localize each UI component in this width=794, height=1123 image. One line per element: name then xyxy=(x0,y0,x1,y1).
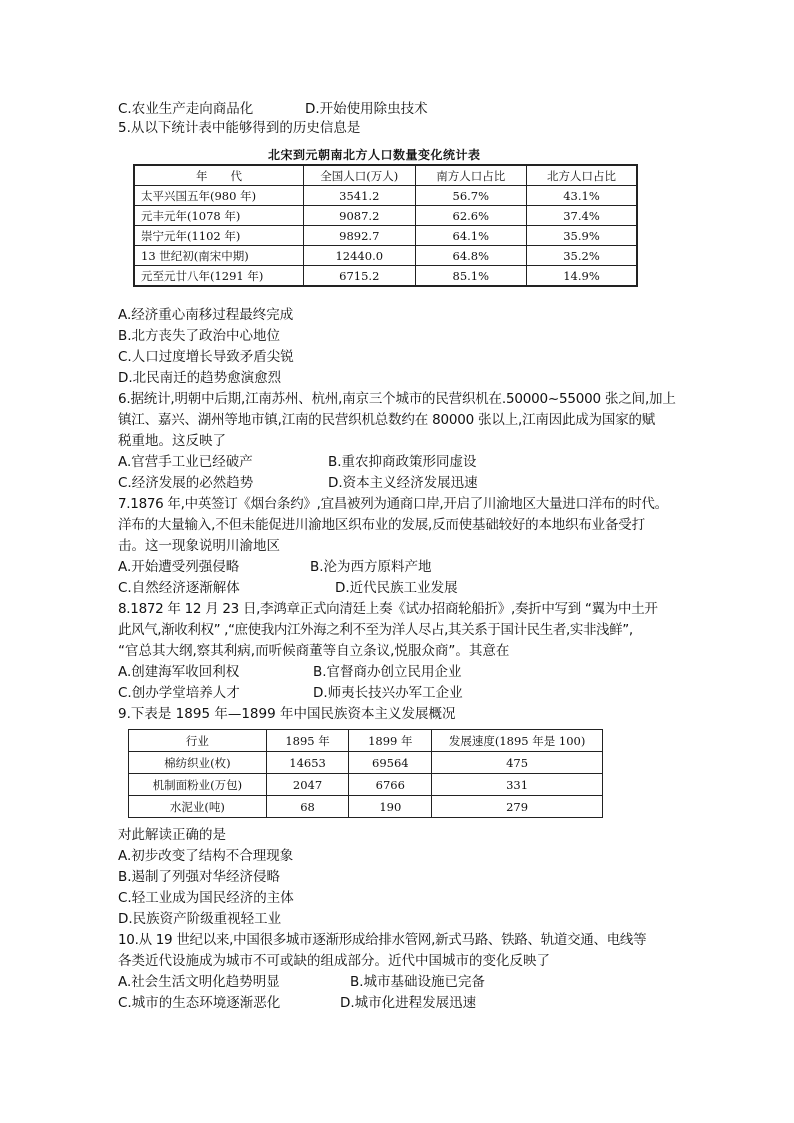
column-header: 1899 年 xyxy=(349,730,432,752)
q5-option-d: D.北民南迁的趋势愈演愈烈 xyxy=(118,370,282,386)
option-c-prev: C.农业生产走向商品化 xyxy=(118,101,254,117)
table-cell: 85.1% xyxy=(415,266,526,287)
table-cell: 3541.2 xyxy=(303,186,415,206)
column-header: 北方人口占比 xyxy=(527,165,638,186)
table-cell: 元丰元年(1078 年) xyxy=(134,206,303,226)
q6-option-d: D.资本主义经济发展迅速 xyxy=(328,475,478,491)
q9-option-a: A.初步改变了结构不合理现象 xyxy=(118,848,294,864)
table-cell: 水泥业(吨) xyxy=(129,796,267,818)
table-cell: 9892.7 xyxy=(303,226,415,246)
q9-option-c: C.轻工业成为国民经济的主体 xyxy=(118,890,294,906)
q9-industry-table xyxy=(128,729,603,818)
q7-option-c: C.自然经济逐渐解体 xyxy=(118,580,240,596)
q10-stem-line1: 10.从 19 世纪以来,中国很多城市逐渐形成给排水管网,新式马路、铁路、轨道交通、电线等 xyxy=(118,932,647,948)
column-header: 全国人口(万人) xyxy=(303,165,415,186)
table-cell: 6766 xyxy=(349,774,432,796)
table-cell: 机制面粉业(万包) xyxy=(129,774,267,796)
q6-option-b: B.重农抑商政策形同虚设 xyxy=(328,454,477,470)
table-cell: 6715.2 xyxy=(303,266,415,287)
q9-option-d: D.民族资产阶级重视轻工业 xyxy=(118,911,282,927)
table-row xyxy=(129,796,603,818)
column-header: 行业 xyxy=(129,730,267,752)
table-cell: 64.1% xyxy=(415,226,526,246)
table-cell: 太平兴国五年(980 年) xyxy=(134,186,303,206)
q6-stem-line2: 镇江、嘉兴、湖州等地市镇,江南的民营织机总数约在 80000 张以上,江南因此成为国家的赋 xyxy=(118,412,656,428)
q6-stem-line3: 税重地。这反映了 xyxy=(118,433,226,449)
q7-option-a: A.开始遭受列强侵略 xyxy=(118,559,240,575)
option-d-prev: D.开始使用除虫技术 xyxy=(305,101,428,117)
table-header-row xyxy=(134,165,637,186)
table-cell: 190 xyxy=(349,796,432,818)
q8-stem-line3: “官总其大纲,察其利病,而听候商董等自立条议,悦服众商”。其意在 xyxy=(118,643,510,659)
q8-option-c: C.创办学堂培养人才 xyxy=(118,685,240,701)
q9-prompt: 对此解读正确的是 xyxy=(118,827,226,843)
table-cell: 475 xyxy=(432,752,603,774)
q5-option-b: B.北方丧失了政治中心地位 xyxy=(118,328,281,344)
q10-stem-line2: 各类近代设施成为城市不可或缺的组成部分。近代中国城市的变化反映了 xyxy=(118,953,550,969)
q8-stem-line2: 此风气,渐收利权” ,“庶使我内江外海之利不至为洋人尽占,其关系于国计民生者,实非浅鲜”, xyxy=(118,622,633,638)
q10-option-d: D.城市化进程发展迅速 xyxy=(340,995,477,1011)
q7-stem-line1: 7.1876 年,中英签订《烟台条约》,宜昌被列为通商口岸,开启了川渝地区大量进口洋布的时代。 xyxy=(118,496,668,512)
table-cell: 43.1% xyxy=(527,186,638,206)
q10-option-a: A.社会生活文明化趋势明显 xyxy=(118,974,280,990)
table-row xyxy=(134,186,637,206)
q5-table-title: 北宋到元朝南北方人口数量变化统计表 xyxy=(268,148,481,162)
table-cell: 331 xyxy=(432,774,603,796)
column-header: 1895 年 xyxy=(266,730,349,752)
table-cell: 12440.0 xyxy=(303,246,415,266)
q9-stem: 9.下表是 1895 年—1899 年中国民族资本主义发展概况 xyxy=(118,706,456,722)
q7-stem-line2: 洋布的大量输入,不但未能促进川渝地区织布业的发展,反而使基础较好的本地织布业备受打 xyxy=(118,517,645,533)
q7-option-b: B.沦为西方原料产地 xyxy=(310,559,432,575)
table-cell: 13 世纪初(南宋中期) xyxy=(134,246,303,266)
table-row xyxy=(134,266,637,287)
table-cell: 元至元廿八年(1291 年) xyxy=(134,266,303,287)
q10-option-b: B.城市基础设施已完备 xyxy=(350,974,486,990)
q5-population-table xyxy=(133,164,638,287)
q9-option-b: B.遏制了列强对华经济侵略 xyxy=(118,869,281,885)
q8-option-d: D.师夷长技兴办军工企业 xyxy=(313,685,463,701)
q8-option-a: A.创建海军收回利权 xyxy=(118,664,240,680)
q8-option-b: B.官督商办创立民用企业 xyxy=(313,664,462,680)
table-cell: 35.2% xyxy=(527,246,638,266)
q6-option-c: C.经济发展的必然趋势 xyxy=(118,475,254,491)
table-cell: 37.4% xyxy=(527,206,638,226)
table-header-row xyxy=(129,730,603,752)
q7-option-d: D.近代民族工业发展 xyxy=(335,580,458,596)
table-cell: 56.7% xyxy=(415,186,526,206)
table-cell: 35.9% xyxy=(527,226,638,246)
table-row xyxy=(129,752,603,774)
q5-option-a: A.经济重心南移过程最终完成 xyxy=(118,307,294,323)
table-cell: 68 xyxy=(266,796,349,818)
column-header: 南方人口占比 xyxy=(415,165,526,186)
table-cell: 62.6% xyxy=(415,206,526,226)
table-cell: 279 xyxy=(432,796,603,818)
table-cell: 9087.2 xyxy=(303,206,415,226)
q10-option-c: C.城市的生态环境逐渐恶化 xyxy=(118,995,281,1011)
table-cell: 崇宁元年(1102 年) xyxy=(134,226,303,246)
q5-stem: 5.从以下统计表中能够得到的历史信息是 xyxy=(118,120,361,136)
table-cell: 2047 xyxy=(266,774,349,796)
table-row xyxy=(134,206,637,226)
q7-stem-line3: 击。这一现象说明川渝地区 xyxy=(118,538,280,554)
table-row xyxy=(134,226,637,246)
table-cell: 14.9% xyxy=(527,266,638,287)
q6-stem-line1: 6.据统计,明朝中后期,江南苏州、杭州,南京三个城市的民营织机在.50000~55000 张之间,加上 xyxy=(118,391,676,407)
table-cell: 64.8% xyxy=(415,246,526,266)
q8-stem-line1: 8.1872 年 12 月 23 日,李鸿章正式向清廷上奏《试办招商轮船折》,奏折中写到 “翼为中土开 xyxy=(118,601,658,617)
q5-option-c: C.人口过度增长导致矛盾尖锐 xyxy=(118,349,294,365)
table-cell: 棉纺织业(枚) xyxy=(129,752,267,774)
column-header: 发展速度(1895 年是 100) xyxy=(432,730,603,752)
table-cell: 14653 xyxy=(266,752,349,774)
table-cell: 69564 xyxy=(349,752,432,774)
table-row xyxy=(129,774,603,796)
table-row xyxy=(134,246,637,266)
q6-option-a: A.官营手工业已经破产 xyxy=(118,454,253,470)
column-header: 年 代 xyxy=(134,165,303,186)
